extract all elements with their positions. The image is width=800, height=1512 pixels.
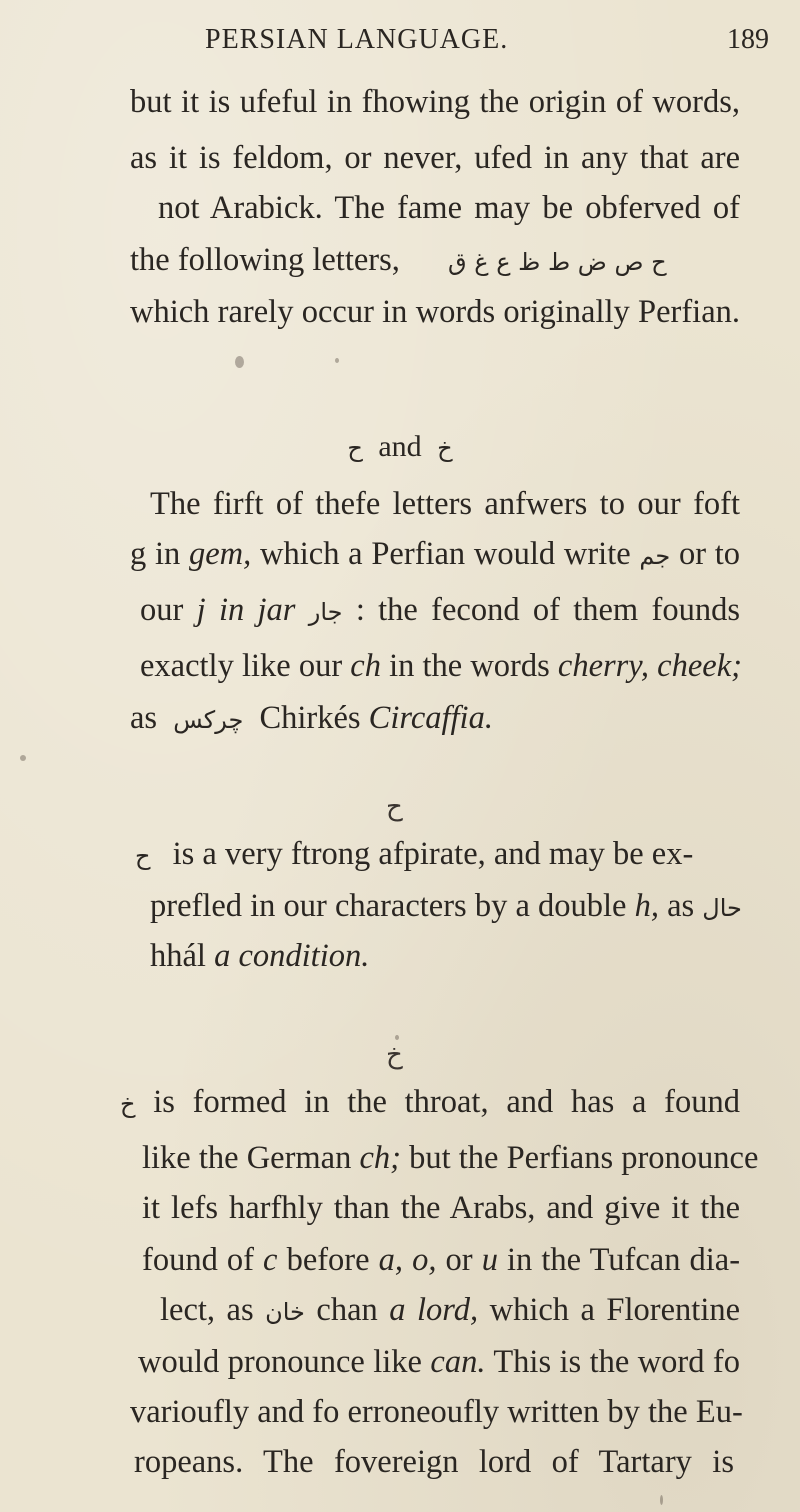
ink-speck <box>660 1495 663 1505</box>
text-segment: lect, as <box>160 1292 254 1328</box>
text-line <box>130 240 667 282</box>
text-line <box>142 1240 740 1280</box>
text-segment: the following letters, <box>130 242 400 278</box>
text-segment: would pronounce like <box>138 1344 422 1380</box>
text-segment: which a Florentine <box>489 1292 741 1328</box>
italic-word: a, o, <box>378 1242 437 1278</box>
text-line <box>160 1290 740 1332</box>
text-line <box>150 936 369 976</box>
text-line <box>138 1342 740 1382</box>
text-line: varioufly and fo erroneoufly written by the Eu- <box>130 1394 743 1430</box>
text-segment: is a very ftrong afpirate, and may be ex- <box>172 836 694 872</box>
text-segment: : the fecond of them <box>355 592 639 628</box>
arabic-letters: ح ص ض ط ظ ع غ ق <box>448 248 667 276</box>
text-line <box>140 646 740 686</box>
italic-word: Circaffia. <box>368 700 493 736</box>
arabic-letter: خ <box>120 1090 136 1118</box>
text-segment: before <box>286 1242 370 1278</box>
text-line: not Arabick. The fame may be obferved of <box>158 190 740 226</box>
arabic-word: جار <box>308 598 343 626</box>
text-line <box>135 834 740 876</box>
running-header <box>0 14 800 64</box>
text-line <box>120 1082 740 1124</box>
text-segment: our <box>140 592 184 628</box>
arabic-letter: خ <box>437 434 453 462</box>
text-segment: as <box>130 700 158 736</box>
text-segment: like the German <box>142 1140 352 1176</box>
arabic-letter: ح <box>347 434 363 462</box>
italic-word: c <box>263 1242 278 1278</box>
arabic-word: خان <box>265 1298 305 1326</box>
ink-speck <box>335 358 339 363</box>
text-line: it lefs harfhly than the Arabs, and give it the <box>142 1190 740 1226</box>
text-segment: or <box>445 1242 473 1278</box>
text-line: ropeans. The fovereign lord of Tartary is <box>134 1444 734 1480</box>
page-number: 189 <box>727 24 769 55</box>
italic-word: j in jar <box>196 592 296 628</box>
text-segment: found of <box>142 1242 254 1278</box>
text-segment: prefled in our characters by a double <box>150 888 627 924</box>
text-line: as it is feldom, or never, ufed in any that are <box>130 140 740 176</box>
text-line: which rarely occur in words originally Perfian. <box>130 294 740 330</box>
ink-speck <box>235 356 244 368</box>
italic-word: can. <box>430 1344 486 1380</box>
text-segment: but the Perfians pronounce <box>409 1140 759 1176</box>
arabic-letter: ح <box>135 842 151 870</box>
text-segment: founds <box>651 592 740 628</box>
text-line: The firft of thefe letters anfwers to our foft <box>150 486 740 522</box>
text-segment: This is the word fo <box>493 1344 740 1380</box>
text-segment: Chirkés <box>259 700 361 736</box>
text-segment: as <box>667 888 695 924</box>
text-segment: g in <box>130 536 181 572</box>
text-segment: hhál <box>150 938 206 974</box>
text-line <box>140 590 740 632</box>
connector-word: and <box>378 430 422 463</box>
section-heading-letter: خ <box>386 1040 403 1070</box>
ink-speck <box>20 755 26 761</box>
text-line: but it is ufeful in fhowing the origin of words, <box>130 84 740 120</box>
text-segment: is formed in the throat, and has a found <box>153 1084 740 1120</box>
arabic-word: حال <box>702 894 742 922</box>
text-line <box>142 1138 759 1178</box>
text-line <box>150 886 740 928</box>
italic-word: a lord, <box>389 1292 479 1328</box>
arabic-word: جم <box>639 542 671 570</box>
text-segment: in the words <box>389 648 550 684</box>
arabic-word: چرکس <box>173 706 244 734</box>
italic-word: ch; <box>359 1140 401 1176</box>
text-segment: chan <box>316 1292 378 1328</box>
italic-word: cherry, cheek; <box>557 648 742 684</box>
section-heading-letter: ح <box>386 792 403 822</box>
text-segment: exactly like our <box>140 648 343 684</box>
italic-word: a condition. <box>214 938 370 974</box>
italic-word: ch <box>350 648 381 684</box>
italic-word: u <box>481 1242 498 1278</box>
italic-word: gem, <box>189 536 252 572</box>
text-segment: which a Perfian would write <box>260 536 631 572</box>
text-line <box>130 698 493 740</box>
ink-speck <box>395 1035 399 1040</box>
running-title: PERSIAN LANGUAGE. <box>205 24 509 55</box>
italic-word: h, <box>634 888 659 924</box>
text-segment: or to <box>678 536 741 572</box>
text-segment: in the Tufcan dia- <box>507 1242 741 1278</box>
letter-pair-line <box>0 430 800 464</box>
text-line <box>130 534 740 576</box>
